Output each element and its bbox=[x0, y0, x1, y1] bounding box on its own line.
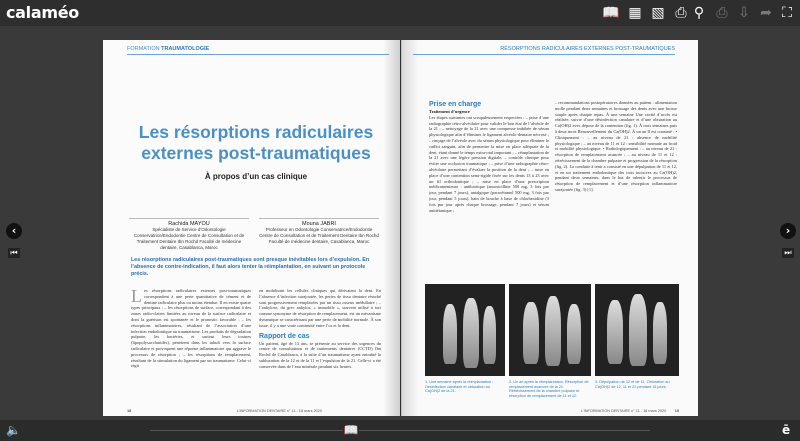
right-page[interactable] bbox=[401, 40, 698, 416]
calameo-e-icon[interactable]: ē bbox=[782, 423, 791, 437]
tooth-shape bbox=[483, 306, 496, 364]
sub-title: Traitement d’urgence bbox=[429, 109, 470, 114]
left-page-header bbox=[127, 44, 389, 55]
volume-icon[interactable]: 🔈 bbox=[6, 423, 21, 437]
tooth-shape bbox=[463, 298, 479, 368]
case-report-text: Un patient, âgé de 13 ans, se présente au service des urgences du centre de consultations et de traitements dentaires (CCTD) Ibn Rochd de Casablanca, à la suite d’un traumatisme ayant entraîné la subluxation de la 12 et de la 11 et l’expulsion de la 21. Celle-ci a été conservée dans de l’eau minérale pendant six heures. bbox=[259, 340, 381, 369]
pdf-icon[interactable]: ⎙ bbox=[675, 5, 687, 21]
left-page-footer bbox=[127, 409, 322, 413]
tooth-shape bbox=[607, 300, 623, 364]
bottom-bar bbox=[0, 420, 800, 441]
figure-caption-2: 2. Un an après la réimplantation. Résorption de remplacement avancée de la 21. Rétrécissement de la chambre pulpaire et résorption de remplacement de 11 et 12. bbox=[509, 380, 589, 398]
tooth-shape bbox=[545, 296, 561, 366]
top-toolbar bbox=[0, 0, 800, 26]
tooth-shape bbox=[443, 304, 457, 364]
author-affiliation: Spécialiste de Service d’Odontologie Conservatrice/Endodontie Centre de Consultation et de Traitement Dentaire Ibn Rochd Faculté de médecine dentaire, Casablanca, Maroc bbox=[133, 227, 245, 250]
xray-figure-1[interactable] bbox=[425, 284, 505, 376]
left-column-1 bbox=[131, 288, 251, 400]
article-subtitle: À propos d’un cas clinique bbox=[204, 172, 308, 181]
article-title: Les résorptions radiculaires externes post-traumatiques bbox=[138, 122, 374, 163]
header-prefix: FORMATION bbox=[127, 46, 160, 52]
xray-figure-2[interactable] bbox=[509, 284, 591, 376]
share-icon[interactable]: ➦ bbox=[760, 5, 772, 21]
page-number: 18 bbox=[127, 409, 132, 413]
xray-figure-3[interactable] bbox=[595, 284, 679, 376]
left-column-2 bbox=[259, 288, 381, 400]
right-column-2 bbox=[555, 100, 677, 280]
case-report-title: Rapport de cas bbox=[259, 332, 310, 340]
author-affiliation: Professeur en Odontologie Conservatrice/Endodontie Centre de Consultation et de Traitement Dentaire Ibn Rochd Faculté de médecine dentaire, Casablanca, Maroc bbox=[259, 227, 379, 244]
column-text: en mobilisant les cellules cliniques qui dérivaient la dent. En l’absence d’infection surajoutée, les pertes de tissu dentaire résorbé sont progressivement remplacées par un tissu osseux médullaire ; – l’ankylose, du grec ankylos, « immobile », souvent utilisé à tort comme synonyme de résorption de remplacement, est un mécanisme dynamique se caractérisant par une perte de mobilité normale. À son issue, il y a une vraie continuité entre l’os et la dent. bbox=[259, 288, 381, 328]
grid-icon[interactable]: ▦ bbox=[628, 5, 642, 21]
last-page-button[interactable]: ⏭ bbox=[782, 248, 794, 258]
author-block-2 bbox=[259, 218, 379, 245]
left-page[interactable] bbox=[103, 40, 400, 416]
author-name: Mouna JABRI bbox=[259, 218, 379, 227]
tooth-shape bbox=[567, 304, 581, 364]
reader-stage bbox=[0, 26, 800, 420]
next-page-button[interactable]: › bbox=[780, 223, 796, 239]
calameo-logo[interactable]: calaméo bbox=[6, 3, 79, 22]
page-number: 19 bbox=[674, 409, 679, 413]
tooth-shape bbox=[523, 302, 539, 364]
figure-caption-1: 1. Une semaine après la réimplantation : Désinfection canalaire et obturation au Ca(OH)2 de la 21. bbox=[425, 380, 494, 394]
figure-caption-3: 3. Dépulpation de 12 et de 11. Obturation au Ca(OH)2 de 12, 11 et 21 pendant 15 jours. bbox=[595, 380, 670, 389]
page-thumbnail-icon[interactable]: 📖 bbox=[343, 423, 359, 437]
prev-page-button[interactable]: ‹ bbox=[6, 223, 22, 239]
right-column-1 bbox=[429, 100, 549, 280]
section-title: Prise en charge bbox=[429, 101, 482, 108]
folder-icon[interactable]: ▧ bbox=[651, 5, 665, 21]
download-icon[interactable]: ⇩ bbox=[738, 5, 750, 21]
article-intro: Les résorptions radiculaires post-traumatiques sont presque inévitables lors d’expulsion. En l’absence de contre-indication, il faut alors tenter la réimplantation, en suivant un protocole précis. bbox=[131, 257, 370, 277]
column-text: Les étapes suivantes ont scrupuleusement respectées : – prise d’une radiographie rétro-alvéolaire pour valider le bon état de l’alvéole de la 21 ; – nettoyage de la 21 avec une compresse imbibée de sérum physiologique afin d’éliminer le ligament alvéolo-dentaire nécrosé ; – rinçage de l’alvéole avec du sérum physiologique pour éliminer le caillot sanguin, afin de permettre la mise en place adéquate de la dent, étant donné le temps extra-oral important ; – réimplantation de la 21 avec une légère pression digitale, – contrôle clinique pour éviter une occlusion traumatique ; – prise d’une radiographie rétro-alvéolaire permettant d’évaluer la position de la dent ; – mise en place d’une contention semi-rigide fixée sur les dents 13 à 23 avec un fil orthodontique ; – mise en place d’une prescription médicamenteuse : antibiotique (amoxicilline 500 mg, 3 fois par jour, pendant 7 jours), antalgique (paracétamol 500 mg, 3 fois par jour, pendant 5 jours), bain de bouche à base de chlorhexidine (3 fois par jour après chaque brossage, pendant 7 jours) et sérum antitétanique ; bbox=[429, 114, 549, 213]
fullscreen-icon[interactable]: ⛶ bbox=[782, 5, 792, 21]
book-open-icon[interactable]: 📖 bbox=[602, 5, 620, 21]
first-page-button[interactable]: ⏮ bbox=[8, 248, 20, 258]
magazine-spread bbox=[103, 40, 698, 416]
right-page-header: RÉSORPTIONS RADICULAIRES EXTERNES POST-TRAUMATIQUES bbox=[413, 44, 675, 55]
column-text: – recommandations postopératoires données au patient : alimentation molle pendant deux semaines et brossage des dents avec une brosse souple après chaque repas. À une semaine Une cavité d’accès est réalisée, suivie d’une désinfection canalaire et d’une obturation au Ca(OH)2 avec dépose de la contention (fig. 1). À trois semaines puis à deux mois Renouvellement du Ca(OH)2. À un an Il est constaté : • Cliniquement : – au niveau de 21 : absence de mobilité physiologique ; – au niveau de 11 et 12 : sensibilité normale au froid et mobilité physiologique. • Radiologiquement : – au niveau de 21 : résorption de remplacement avancée ; – au niveau de 11 et 12 : rétrécissement de la chambre pulpaire et progression de la résorption (fig. 2). La conduite à tenir a consisté en une dépulpation de 11 et 12, et en un traitement endodontique des trois incisives au Ca(OH)2, pendant deux semaines, dans le but de ralentir le processus de résorption de remplacement et d’une résorption inflammatoire surajoutée (fig. 3) [1]. bbox=[555, 100, 677, 192]
author-name: Rachida MAYOU bbox=[129, 218, 249, 227]
dropcap: L bbox=[131, 288, 142, 306]
tooth-shape bbox=[629, 294, 647, 366]
author-block-1 bbox=[129, 218, 249, 251]
footer-publication: L’INFORMATION DENTAIRE n° 11 - 18 mars 2020 bbox=[236, 409, 323, 413]
page-slider-track[interactable] bbox=[150, 430, 650, 431]
column-text: es résorptions radiculaires externes post-traumatiques correspondent à une perte quantitative de cément et de dentine radiculaire plus ou moins étendue. Il en existe quatre types principaux : – les résorptions de surface, correspondant à des zones radio-claires limitées au niveau de la surface radiculaire et dont la guérison est spontanée et le pronostic favorable ; – les résorptions inflammatoires, résultant de l’association d’une infection endodontique au traumatisme. Les produits de dégradation pulpaire, les bactéries, et surtout leurs toxines (lipopolysaccharides), pénètrent dans les tubuli vers la surface radiculaire et provoquent une réponse inflammatoire qui aggrave le processus de résorption ; – les résorptions de remplacement, résultant de la stimulation du ligament par un traumatisme. Celui-ci régit bbox=[131, 288, 251, 369]
footer-publication: L’INFORMATION DENTAIRE n° 11 - 18 mars 2020 bbox=[581, 409, 667, 413]
header-section: TRAUMATOLOGIE bbox=[161, 46, 210, 52]
tooth-shape bbox=[653, 302, 667, 364]
print-icon[interactable]: ⎙ bbox=[716, 5, 728, 21]
right-page-footer bbox=[581, 409, 679, 413]
search-icon[interactable]: ⚲ bbox=[693, 5, 705, 21]
